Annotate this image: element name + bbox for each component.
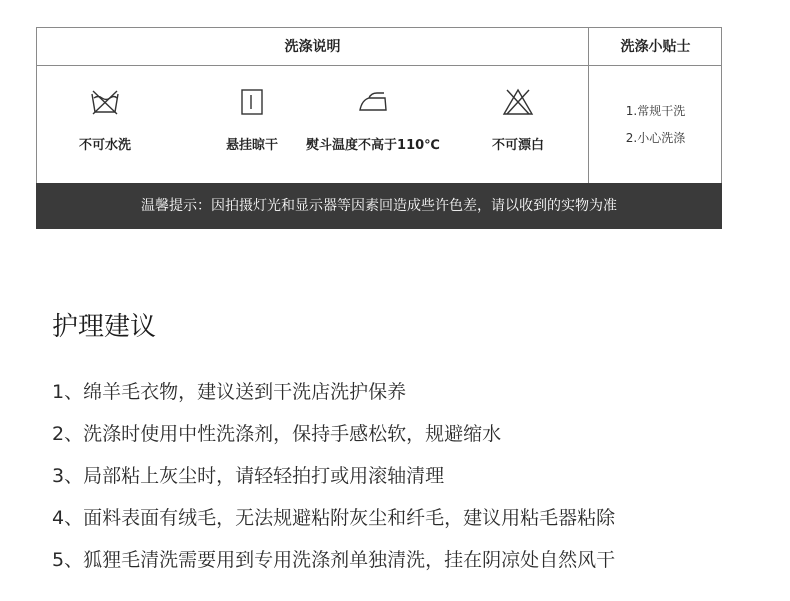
wash-tip-item: 2.小心洗涤 (625, 131, 686, 145)
care-advice-title: 护理建议 (52, 312, 157, 342)
care-symbol-no-wash (37, 66, 173, 183)
list-item: 2、洗涤时使用中性洗涤剂，保持手感松软，规避缩水 (52, 423, 502, 445)
wash-instructions-heading: 洗涤说明 (284, 39, 341, 55)
care-symbol-no-bleach (462, 66, 574, 183)
wash-tips-heading: 洗涤小贴士 (620, 39, 691, 55)
table-header (37, 28, 721, 66)
hang-dry-label: 悬挂晾干 (225, 138, 278, 153)
care-symbols-row (37, 66, 588, 183)
no-wash-label: 不可水洗 (78, 138, 131, 153)
care-advice-list (52, 376, 615, 586)
wash-tips (589, 66, 722, 183)
no-bleach-label: 不可漂白 (491, 138, 544, 153)
no-wash-icon (89, 88, 121, 116)
list-item: 3、局部粘上灰尘时，请轻轻拍打或用滚轴清理 (52, 465, 445, 487)
no-bleach-icon (502, 88, 534, 116)
iron-temp-label: 熨斗温度不高于110℃ (306, 138, 440, 153)
iron-icon (357, 88, 389, 116)
list-item: 5、狐狸毛清洗需要用到专用洗涤剂单独清洗，挂在阴凉处自然风干 (52, 549, 616, 571)
hang-dry-icon (236, 88, 268, 116)
wash-tip-item: 1.常规干洗 (625, 104, 686, 118)
care-instructions-table (36, 27, 722, 229)
list-item: 4、面料表面有绒毛，无法规避粘附灰尘和纤毛，建议用粘毛器粘除 (52, 507, 616, 529)
list-item: 1、绵羊毛衣物，建议送到干洗店洗护保养 (52, 381, 407, 403)
care-symbol-iron (282, 66, 464, 183)
color-difference-notice: 温馨提示：因拍摄灯光和显示器等因素回造成些许色差，请以收到的实物为准 (36, 183, 722, 229)
